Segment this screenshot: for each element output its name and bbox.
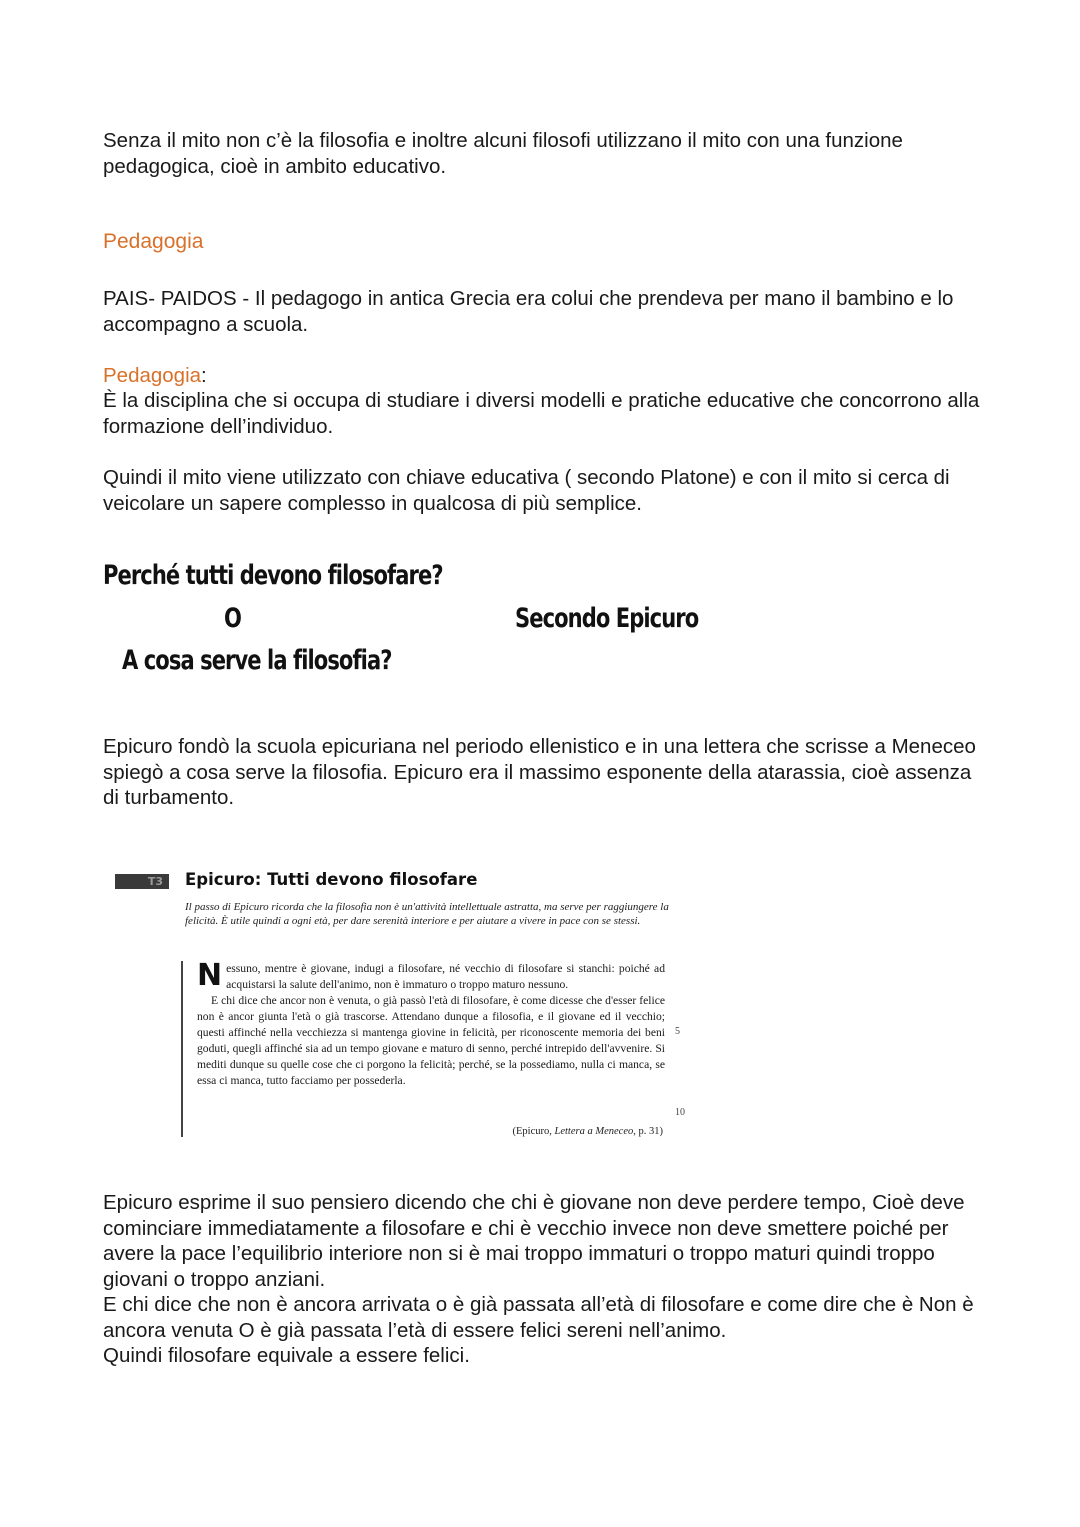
commentary-paragraph-three: Quindi filosofare equivale a essere felici.: [103, 1344, 470, 1367]
citation-close: , p. 31): [633, 1126, 663, 1137]
excerpt-paragraph-two: E chi dice che ancor non è venuta, o già passò l'età di filosofare, è come dicesse che d'esser felice non è ancor giunta l'età o già trascorse. Attendano dunque a filosofia, e il giovane ed il vecchio; questi affinché nella vecchiezza si mantenga giovine in felicità, per riconoscente memoria dei beni goduti, quegli affinché sia ad un tempo giovane e maturo di senno, perché intrepido dell'avvenire. Si mediti dunque su quelle cose che ci porgono la felicità; perché, se la possediamo, nulla ci manca, se essa ci manca, tutto facciamo per possederla.: [197, 994, 665, 1087]
question-one: Perché tutti devono filosofare?: [103, 560, 443, 591]
line-number-5: 5: [675, 1026, 680, 1037]
excerpt-citation: [513, 1126, 663, 1137]
pedagogia-heading: Pedagogia: [103, 230, 204, 253]
excerpt-body: [197, 958, 665, 1089]
definition-label: Pedagogia: [103, 364, 202, 387]
epicuro-intro-paragraph: Epicuro fondò la scuola epicuriana nel periodo ellenistico e in una lettera che scrisse a Meneceo spiegò a cosa serve la filosofia. Epicuro era il massimo esponente della atarassia, cioè assenza di turbamento.: [103, 735, 976, 809]
etymology-paragraph: PAIS- PAIDOS - Il pedagogo in antica Grecia era colui che prendeva per mano il bambino e lo accompagno a scuola.: [103, 287, 954, 336]
commentary-paragraph-one: Epicuro esprime il suo pensiero dicendo che chi è giovane non deve perdere tempo, Cioè deve cominciare immediatamente a filosofare e chi è vecchio invece non deve smettere poiché per avere la pace l’equilibrio interiore non si è mai troppo immaturi o troppo maturi quindi troppo giovani o troppo anziani.: [103, 1191, 965, 1291]
excerpt-dropcap: N: [197, 958, 223, 993]
definition-paragraph: È la disciplina che si occupa di studiare i diversi modelli e pratiche educative che concorrono alla formazione dell’individuo.: [103, 389, 980, 438]
excerpt-p1-text: essuno, mentre è giovane, indugi a filosofare, né vecchio di filosofare si stanchi: poiché ad acquistarsi la salute dell'animo, non è immaturo o troppo maturo nessuno.: [226, 962, 665, 991]
question-connector: O: [224, 603, 241, 634]
book-excerpt: [115, 868, 705, 1146]
citation-open: (Epicuro,: [512, 1126, 555, 1137]
excerpt-title: Epicuro: Tutti devono filosofare: [185, 870, 478, 889]
conclusion-paragraph: Quindi il mito viene utilizzato con chiave educativa ( secondo Platone) e con il mito si cerca di veicolare un sapere complesso in qualcosa di più semplice.: [103, 466, 950, 515]
definition-colon: :: [201, 364, 207, 387]
commentary-paragraph-two: E chi dice che non è ancora arrivata o è già passata all’età di filosofare e come dire che è Non è ancora venuta O è già passata l’età di essere felici sereni nell’animo.: [103, 1293, 974, 1342]
intro-paragraph: Senza il mito non c’è la filosofia e inoltre alcuni filosofi utilizzano il mito con una funzione pedagogica, cioè in ambito educativo.: [103, 129, 903, 178]
citation-work: Lettera a Meneceo: [554, 1126, 634, 1137]
excerpt-badge: T3: [115, 874, 169, 889]
definition-label-line: [103, 363, 983, 389]
question-two: A cosa serve la filosofia?: [122, 645, 392, 676]
excerpt-paragraph-one: [197, 958, 665, 993]
line-number-10: 10: [675, 1107, 685, 1118]
excerpt-rule: [181, 961, 183, 1137]
side-note-epicuro: Secondo Epicuro: [515, 603, 699, 634]
excerpt-intro: Il passo di Epicuro ricorda che la filosofia non è un'attività intellettuale astratta, ma serve per raggiungere la felicità. È utile quindi a ogni età, per dare serenità interiore e per aiutare a vivere in pace con se stessi.: [185, 901, 669, 927]
